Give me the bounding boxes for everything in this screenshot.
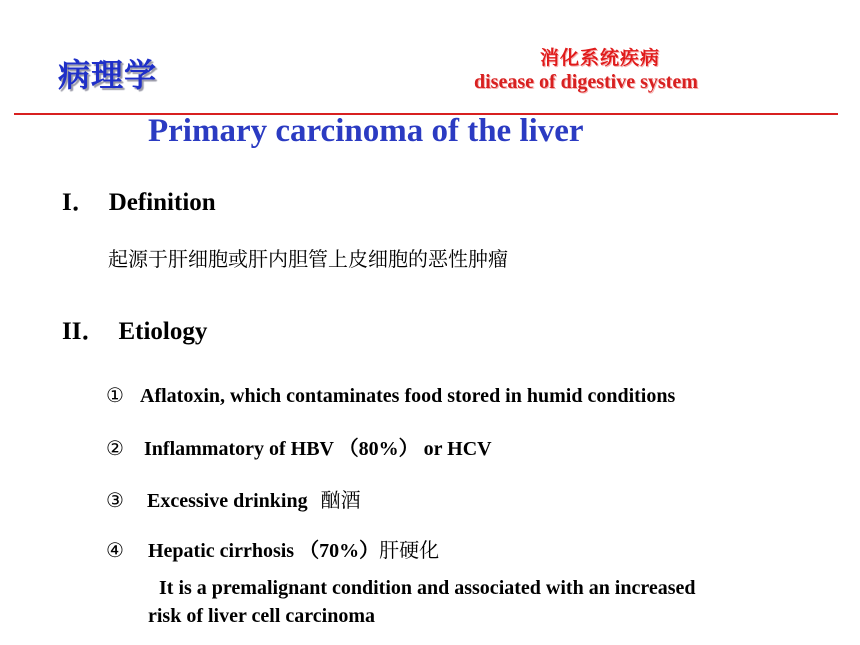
item-text: Aflatoxin, which contaminates food stored in humid conditions — [140, 385, 676, 407]
item-marker: ② — [106, 438, 124, 460]
etiology-item — [106, 432, 492, 461]
chapter-title-english: disease of digestive system — [474, 71, 698, 93]
etiology-item — [106, 534, 439, 563]
etiology-item — [106, 383, 675, 408]
item-marker: ① — [106, 385, 124, 407]
section-etiology-heading — [62, 311, 207, 347]
section-number: II． — [62, 318, 107, 345]
definition-text: 起源于肝细胞或肝内胆管上皮细胞的恶性肿瘤 — [108, 247, 508, 271]
section-number: I． — [62, 189, 97, 216]
cirrhosis-note-line-1: It is a premalignant condition and associated with an increased — [159, 577, 696, 599]
cirrhosis-note-line-2: risk of liver cell carcinoma — [148, 605, 375, 627]
item-text: Hepatic cirrhosis （70%） — [148, 540, 380, 562]
item-marker: ④ — [106, 540, 124, 562]
item-note-chinese: 酗酒 — [320, 488, 361, 512]
chapter-title-chinese: 消化系统疾病 — [540, 47, 661, 69]
section-heading-text: Definition — [108, 189, 216, 216]
item-note-chinese: 肝硬化 — [379, 538, 440, 562]
item-marker: ③ — [106, 490, 124, 512]
course-title: 病理学 — [58, 56, 158, 94]
section-heading-text: Etiology — [118, 318, 208, 345]
slide-title: Primary carcinoma of the liver — [148, 113, 584, 149]
etiology-item — [106, 484, 361, 513]
item-text: Excessive drinking — [147, 490, 308, 512]
section-definition-heading — [62, 182, 216, 218]
item-text: Inflammatory of HBV （80%） or HCV — [144, 438, 492, 460]
